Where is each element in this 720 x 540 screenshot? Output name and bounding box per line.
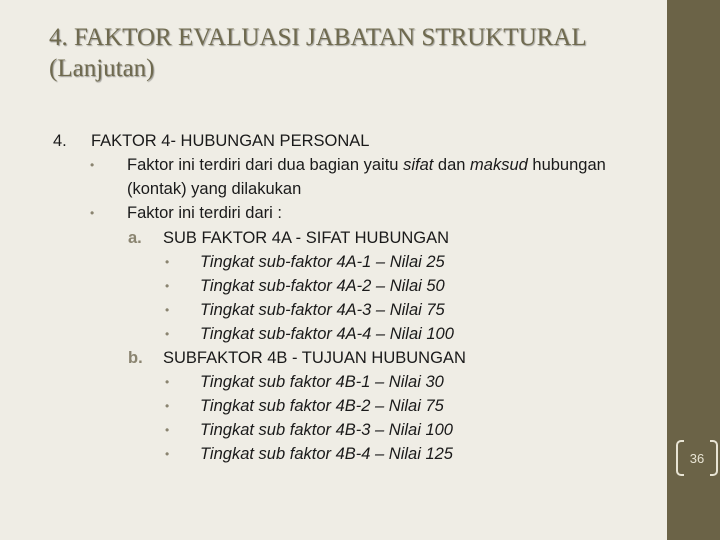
sub-b-item-1-marker: • — [165, 375, 170, 389]
sub-b-item-1: Tingkat sub faktor 4B-1 – Nilai 30 — [200, 373, 444, 391]
sub-a-item-1: Tingkat sub-faktor 4A-1 – Nilai 25 — [200, 253, 445, 271]
sub-b-item-3: Tingkat sub faktor 4B-3 – Nilai 100 — [200, 421, 453, 439]
sub-b-item-2-marker: • — [165, 399, 170, 413]
sub-b-item-4: Tingkat sub faktor 4B-4 – Nilai 125 — [200, 445, 453, 463]
bullet-1-continuation: (kontak) yang dilakukan — [127, 180, 302, 198]
bullet-2-text: Faktor ini terdiri dari : — [127, 204, 282, 222]
sub-b-item-3-marker: • — [165, 423, 170, 437]
item-number: 4. — [53, 132, 67, 150]
sub-a-item-4-marker: • — [165, 327, 170, 341]
item-heading: FAKTOR 4- HUBUNGAN PERSONAL — [91, 132, 370, 150]
bullet-1-text: Faktor ini terdiri dari dua bagian yaitu sifat dan maksud hubungan — [127, 156, 606, 174]
sub-a-item-3: Tingkat sub-faktor 4A-3 – Nilai 75 — [200, 301, 445, 319]
sub-b-item-4-marker: • — [165, 447, 170, 461]
slide-title — [49, 22, 587, 84]
sub-a-item-1-marker: • — [165, 255, 170, 269]
sub-b-heading: SUBFAKTOR 4B - TUJUAN HUBUNGAN — [163, 349, 466, 367]
page-number — [679, 440, 715, 476]
bullet-2-marker: • — [90, 206, 95, 220]
slide-title-line2: (Lanjutan) — [49, 55, 155, 82]
sub-a-item-2: Tingkat sub-faktor 4A-2 – Nilai 50 — [200, 277, 445, 295]
sub-a-marker: a. — [128, 229, 142, 247]
page-number-label: 36 — [689, 450, 705, 466]
sub-a-item-3-marker: • — [165, 303, 170, 317]
sub-b-marker: b. — [128, 349, 143, 367]
sub-a-item-2-marker: • — [165, 279, 170, 293]
sub-a-item-4: Tingkat sub-faktor 4A-4 – Nilai 100 — [200, 325, 454, 343]
slide-title-line1: 4. FAKTOR EVALUASI JABATAN STRUKTURAL — [49, 24, 587, 51]
bullet-1-marker: • — [90, 158, 95, 172]
sub-a-heading: SUB FAKTOR 4A - SIFAT HUBUNGAN — [163, 229, 450, 247]
sub-b-item-2: Tingkat sub faktor 4B-2 – Nilai 75 — [200, 397, 444, 415]
